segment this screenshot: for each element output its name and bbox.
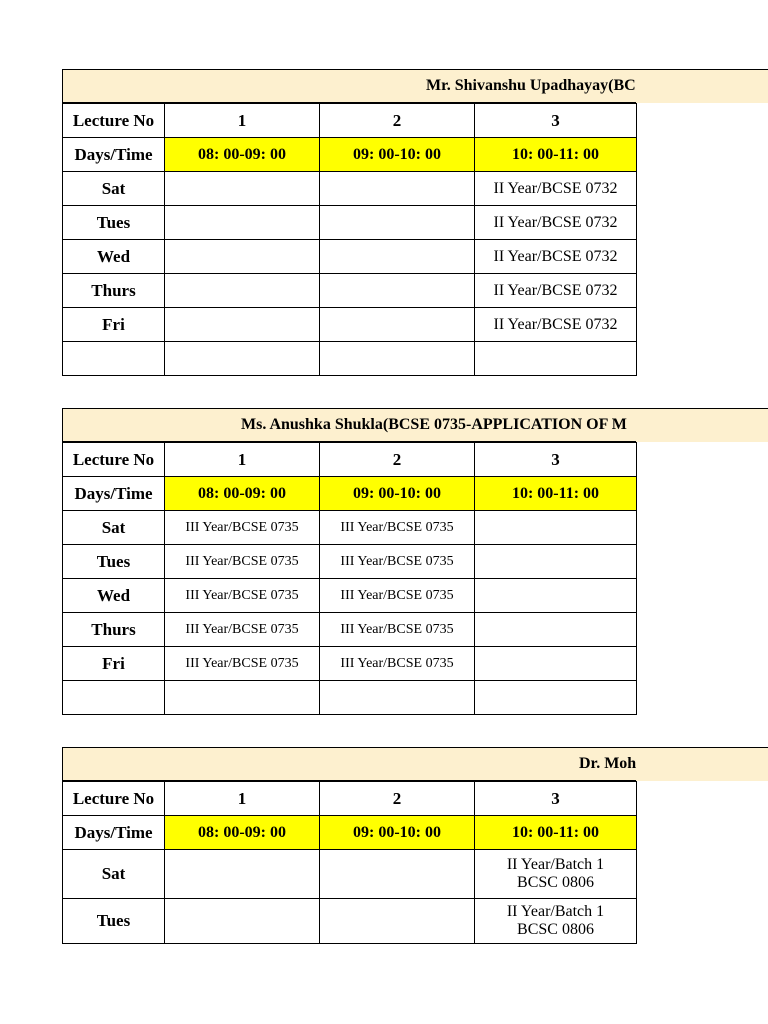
day-label: Tues bbox=[63, 545, 165, 579]
day-label: Wed bbox=[63, 240, 165, 274]
timetable-title: Ms. Anushka Shukla(BCSE 0735-APPLICATION OF M bbox=[241, 416, 627, 433]
lecture-number: 2 bbox=[320, 104, 475, 138]
lecture-number: 2 bbox=[320, 443, 475, 477]
class-cell bbox=[475, 545, 637, 579]
time-slot: 08: 00-09: 00 bbox=[165, 816, 320, 850]
lecture-number: 3 bbox=[475, 443, 637, 477]
day-label bbox=[63, 681, 165, 715]
class-cell bbox=[320, 850, 475, 899]
class-cell bbox=[165, 274, 320, 308]
lecture-number: 1 bbox=[165, 782, 320, 816]
days-time-label: Days/Time bbox=[63, 138, 165, 172]
day-label bbox=[63, 342, 165, 376]
day-label: Fri bbox=[63, 308, 165, 342]
timetable-grid bbox=[62, 781, 637, 944]
time-row bbox=[63, 138, 637, 172]
class-cell bbox=[475, 511, 637, 545]
lecture-number-row bbox=[63, 443, 637, 477]
time-row bbox=[63, 477, 637, 511]
day-row bbox=[63, 850, 637, 899]
class-cell bbox=[475, 613, 637, 647]
class-cell: III Year/BCSE 0735 bbox=[165, 613, 320, 647]
class-cell: II Year/BCSE 0732 bbox=[475, 240, 637, 274]
timetable-title: Mr. Shivanshu Upadhayay(BC bbox=[426, 77, 636, 94]
day-row bbox=[63, 647, 637, 681]
lecture-number-row bbox=[63, 104, 637, 138]
class-cell: III Year/BCSE 0735 bbox=[320, 613, 475, 647]
time-slot: 09: 00-10: 00 bbox=[320, 138, 475, 172]
class-cell bbox=[165, 850, 320, 899]
time-row bbox=[63, 816, 637, 850]
class-cell: III Year/BCSE 0735 bbox=[165, 579, 320, 613]
class-cell bbox=[320, 274, 475, 308]
day-label: Sat bbox=[63, 511, 165, 545]
timetable-title: Dr. Moh bbox=[579, 755, 636, 772]
lecture-no-label: Lecture No bbox=[63, 104, 165, 138]
day-row bbox=[63, 240, 637, 274]
day-row bbox=[63, 579, 637, 613]
time-slot: 08: 00-09: 00 bbox=[165, 138, 320, 172]
day-row bbox=[63, 274, 637, 308]
timetable-grid bbox=[62, 442, 637, 715]
class-cell bbox=[475, 342, 637, 376]
day-label: Fri bbox=[63, 647, 165, 681]
class-cell: III Year/BCSE 0735 bbox=[165, 511, 320, 545]
days-time-label: Days/Time bbox=[63, 477, 165, 511]
days-time-label: Days/Time bbox=[63, 816, 165, 850]
class-cell bbox=[475, 681, 637, 715]
day-row bbox=[63, 899, 637, 944]
lecture-number: 1 bbox=[165, 443, 320, 477]
lecture-number: 1 bbox=[165, 104, 320, 138]
time-slot: 09: 00-10: 00 bbox=[320, 477, 475, 511]
day-row bbox=[63, 172, 637, 206]
class-cell bbox=[165, 308, 320, 342]
class-cell bbox=[320, 308, 475, 342]
class-cell bbox=[475, 647, 637, 681]
class-cell bbox=[320, 206, 475, 240]
timetable-grid bbox=[62, 103, 637, 376]
lecture-number: 3 bbox=[475, 782, 637, 816]
class-cell bbox=[165, 899, 320, 944]
lecture-number: 3 bbox=[475, 104, 637, 138]
class-cell bbox=[320, 342, 475, 376]
lecture-number-row bbox=[63, 782, 637, 816]
class-cell: II Year/Batch 1 BCSC 0806 bbox=[475, 850, 637, 899]
day-row bbox=[63, 681, 637, 715]
day-label: Sat bbox=[63, 850, 165, 899]
day-label: Tues bbox=[63, 206, 165, 240]
day-label: Sat bbox=[63, 172, 165, 206]
day-label: Thurs bbox=[63, 274, 165, 308]
lecture-number: 2 bbox=[320, 782, 475, 816]
day-row bbox=[63, 511, 637, 545]
day-row bbox=[63, 342, 637, 376]
class-cell: III Year/BCSE 0735 bbox=[320, 579, 475, 613]
day-row bbox=[63, 613, 637, 647]
class-cell: III Year/BCSE 0735 bbox=[320, 647, 475, 681]
day-label: Tues bbox=[63, 899, 165, 944]
class-cell bbox=[165, 172, 320, 206]
class-cell bbox=[165, 342, 320, 376]
class-cell: III Year/BCSE 0735 bbox=[320, 545, 475, 579]
class-cell bbox=[320, 240, 475, 274]
class-cell: III Year/BCSE 0735 bbox=[165, 647, 320, 681]
class-cell bbox=[320, 899, 475, 944]
time-slot: 10: 00-11: 00 bbox=[475, 816, 637, 850]
class-cell bbox=[165, 681, 320, 715]
class-cell: III Year/BCSE 0735 bbox=[165, 545, 320, 579]
day-row bbox=[63, 206, 637, 240]
class-cell bbox=[165, 206, 320, 240]
class-cell: II Year/BCSE 0732 bbox=[475, 206, 637, 240]
day-row bbox=[63, 545, 637, 579]
class-cell: II Year/BCSE 0732 bbox=[475, 274, 637, 308]
lecture-no-label: Lecture No bbox=[63, 443, 165, 477]
class-cell: II Year/BCSE 0732 bbox=[475, 172, 637, 206]
class-cell: III Year/BCSE 0735 bbox=[320, 511, 475, 545]
class-cell: II Year/Batch 1 BCSC 0806 bbox=[475, 899, 637, 944]
time-slot: 09: 00-10: 00 bbox=[320, 816, 475, 850]
time-slot: 10: 00-11: 00 bbox=[475, 477, 637, 511]
class-cell bbox=[320, 172, 475, 206]
class-cell: II Year/BCSE 0732 bbox=[475, 308, 637, 342]
time-slot: 08: 00-09: 00 bbox=[165, 477, 320, 511]
day-label: Wed bbox=[63, 579, 165, 613]
class-cell bbox=[475, 579, 637, 613]
class-cell bbox=[320, 681, 475, 715]
time-slot: 10: 00-11: 00 bbox=[475, 138, 637, 172]
day-row bbox=[63, 308, 637, 342]
lecture-no-label: Lecture No bbox=[63, 782, 165, 816]
day-label: Thurs bbox=[63, 613, 165, 647]
class-cell bbox=[165, 240, 320, 274]
